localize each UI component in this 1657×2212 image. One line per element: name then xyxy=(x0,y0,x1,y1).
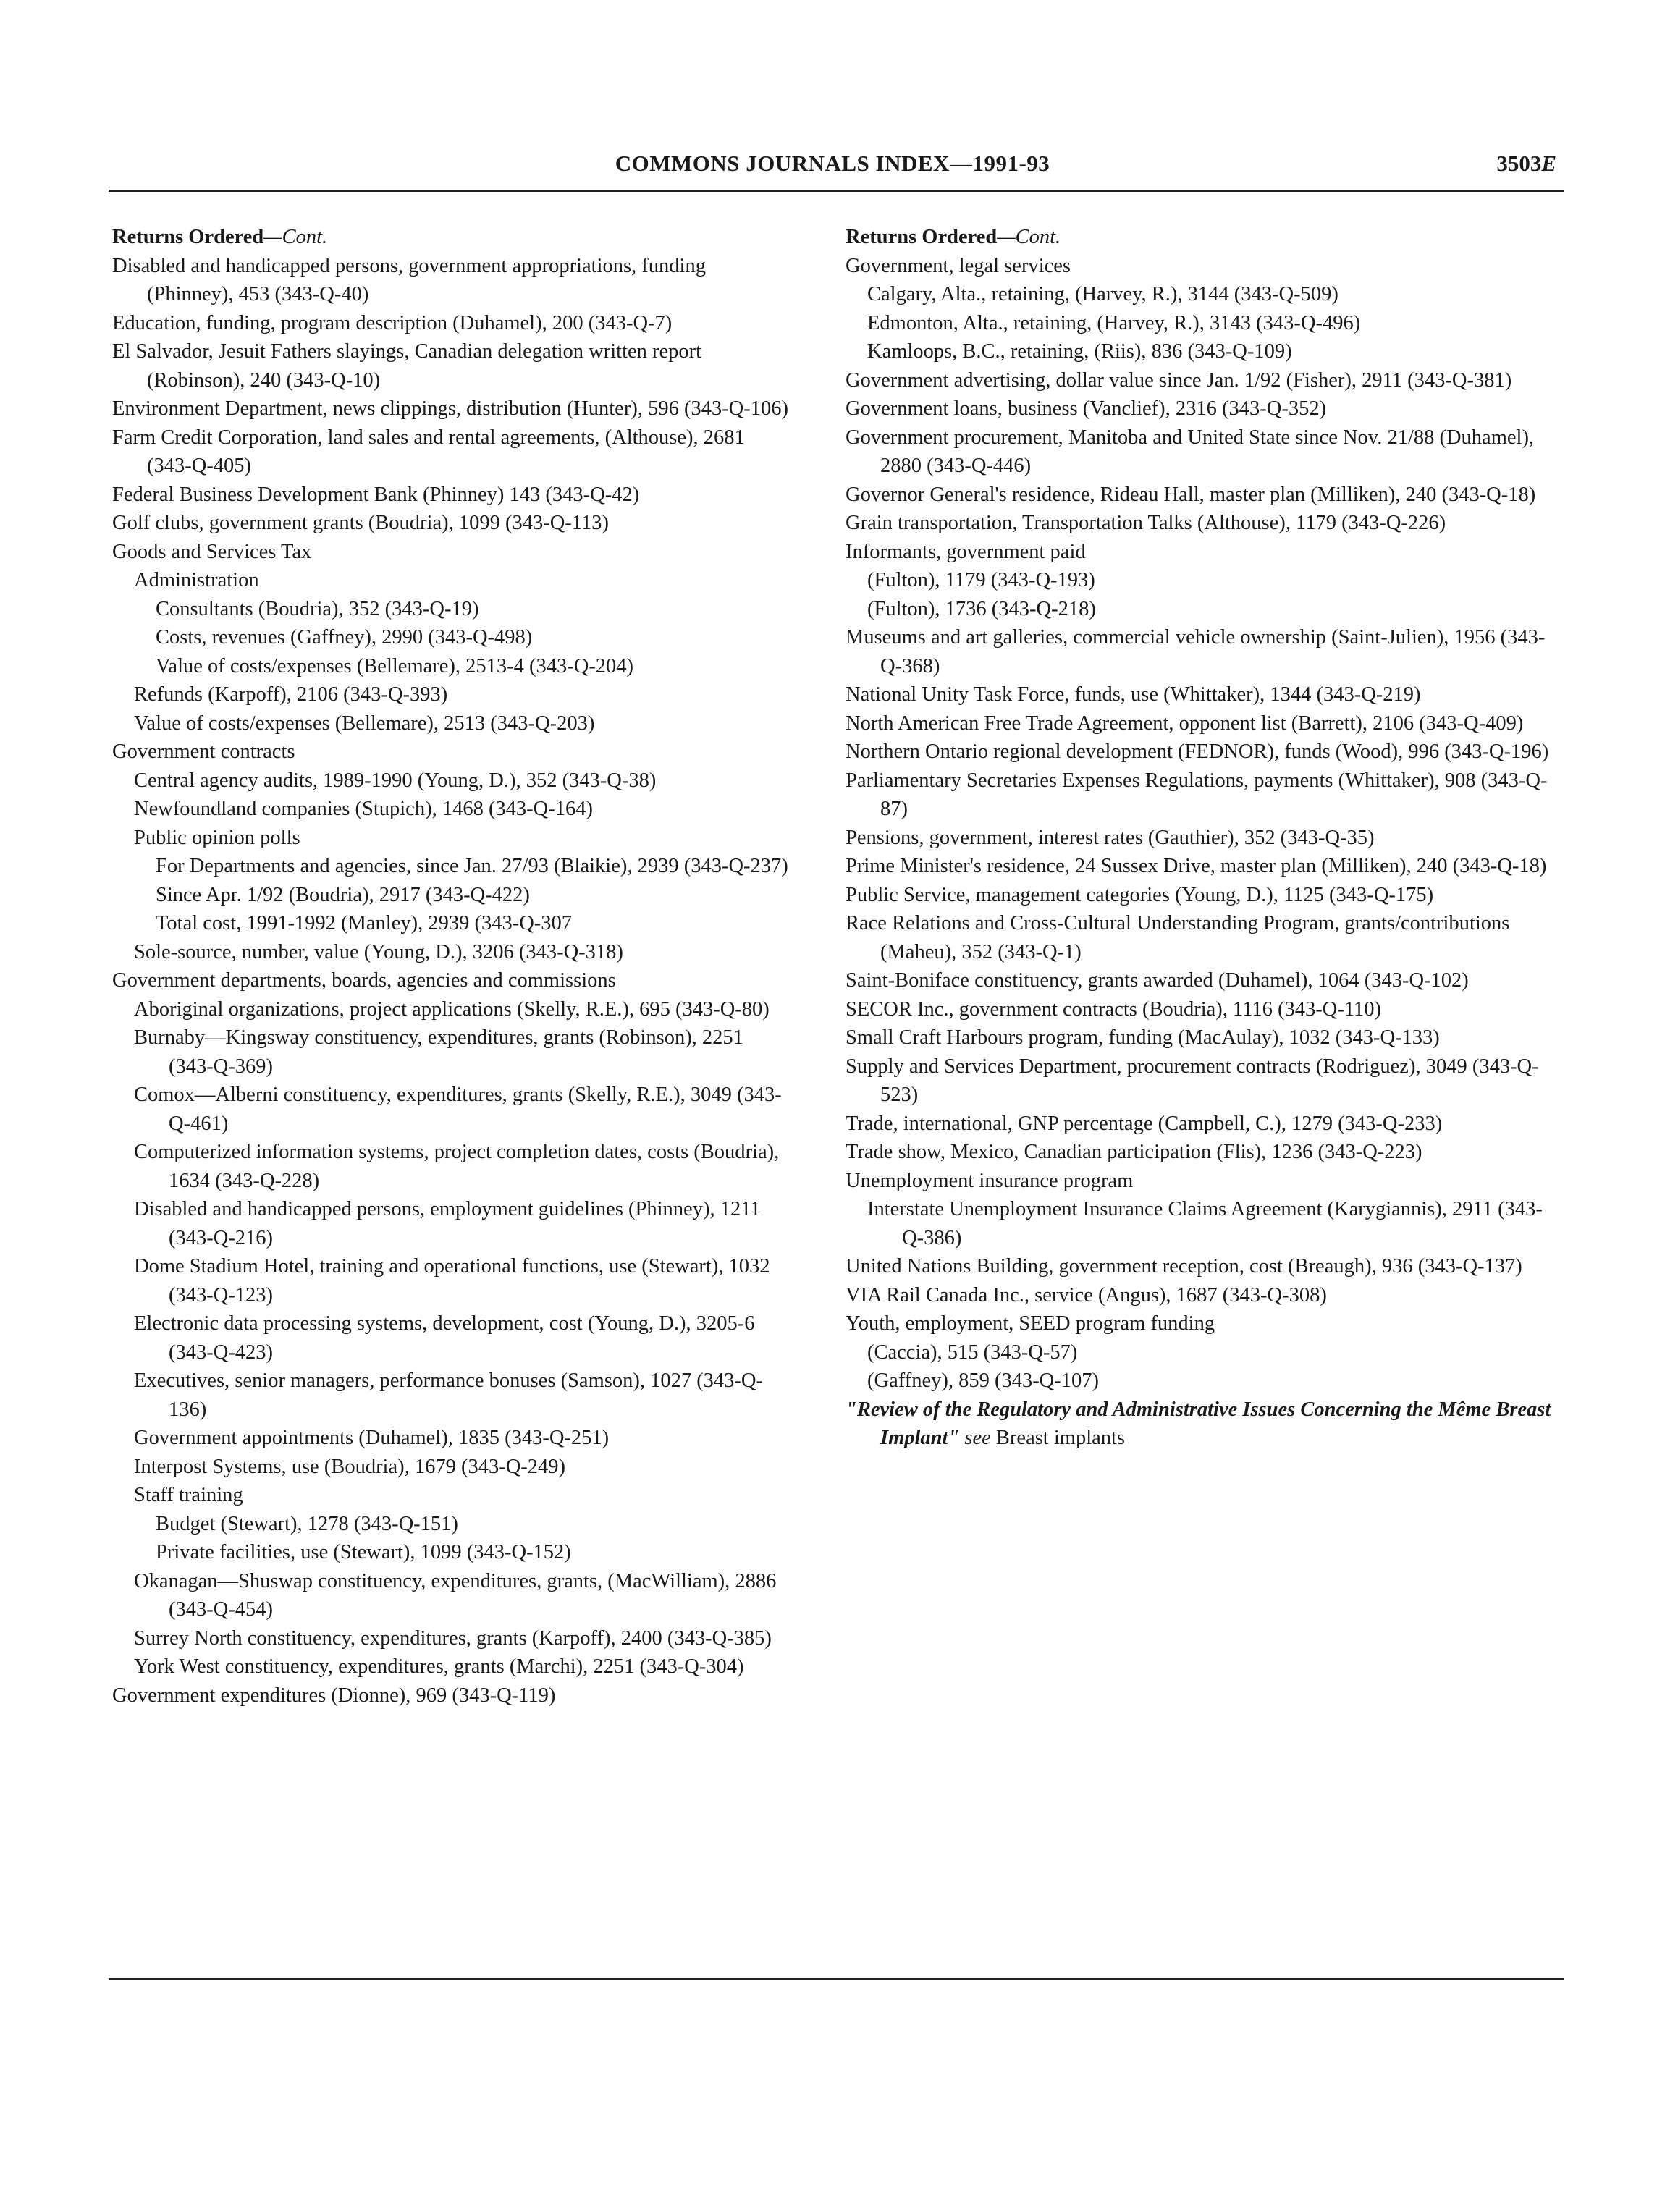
index-entry: Government procurement, Manitoba and United State since Nov. 21/88 (Duhamel), 2880 (343-Q-446) xyxy=(846,426,1535,477)
index-entry: Parliamentary Secretaries Expenses Regulations, payments (Whittaker), 908 (343-Q-87) xyxy=(846,769,1548,820)
index-entry: Surrey North constituency, expenditures, grants (Karpoff), 2400 (343-Q-385) xyxy=(134,1626,772,1650)
index-entry: Environment Department, news clippings, distribution (Hunter), 596 (343-Q-106) xyxy=(112,397,788,420)
index-entry: Race Relations and Cross-Cultural Understanding Program, grants/contributions (Maheu), 352 (343-Q-1) xyxy=(846,912,1510,963)
index-entry: Education, funding, program description (Duhamel), 200 (343-Q-7) xyxy=(112,311,673,334)
index-entry: Small Craft Harbours program, funding (MacAulay), 1032 (343-Q-133) xyxy=(846,1026,1440,1049)
index-entry: Northern Ontario regional development (FEDNOR), funds (Wood), 996 (343-Q-196) xyxy=(846,740,1549,763)
index-entry: (Fulton), 1179 (343-Q-193) xyxy=(867,569,1095,591)
index-entry: Value of costs/expenses (Bellemare), 2513 (343-Q-203) xyxy=(134,712,595,735)
index-entry: Trade, international, GNP percentage (Campbell, C.), 1279 (343-Q-233) xyxy=(846,1112,1443,1135)
index-entry: Executives, senior managers, performance bonuses (Samson), 1027 (343-Q-136) xyxy=(134,1369,763,1421)
index-entry: VIA Rail Canada Inc., service (Angus), 1687 (343-Q-308) xyxy=(846,1283,1327,1306)
index-entry: (Gaffney), 859 (343-Q-107) xyxy=(867,1369,1099,1392)
index-entry: Aboriginal organizations, project applications (Skelly, R.E.), 695 (343-Q-80) xyxy=(134,997,770,1021)
index-entry: Government appointments (Duhamel), 1835 (343-Q-251) xyxy=(134,1427,610,1449)
index-entry: Total cost, 1991-1992 (Manley), 2939 (343-Q-307 xyxy=(156,912,573,934)
running-header xyxy=(109,145,1556,188)
index-entry: Electronic data processing systems, development, cost (Young, D.), 3205-6 (343-Q-423) xyxy=(134,1312,755,1364)
index-entry-cross-reference: "Review of the Regulatory and Administrative Issues Concerning the Même Breast Implant" see Breast implants xyxy=(846,1398,1551,1449)
index-entry: Supply and Services Department, procurement contracts (Rodriguez), 3049 (343-Q-523) xyxy=(846,1055,1539,1106)
index-entry: Government, legal services xyxy=(846,254,1071,277)
index-entry: Disabled and handicapped persons, employment guidelines (Phinney), 1211 (343-Q-216) xyxy=(134,1198,761,1249)
index-entry: Museums and art galleries, commercial vehicle ownership (Saint-Julien), 1956 (343-Q-368) xyxy=(846,626,1546,677)
index-entry: Interstate Unemployment Insurance Claims Agreement (Karygiannis), 2911 (343-Q-386) xyxy=(867,1198,1543,1249)
index-entry: Saint-Boniface constituency, grants awarded (Duhamel), 1064 (343-Q-102) xyxy=(846,969,1469,992)
index-entry: Okanagan—Shuswap constituency, expenditures, grants, (MacWilliam), 2886 (343-Q-454) xyxy=(134,1569,777,1621)
left-column xyxy=(112,223,793,1710)
index-entry: Central agency audits, 1989-1990 (Young, D.), 352 (343-Q-38) xyxy=(134,769,657,792)
index-entry: Informants, government paid xyxy=(846,540,1086,563)
index-entry: Youth, employment, SEED program funding xyxy=(846,1312,1215,1335)
index-entry: For Departments and agencies, since Jan. 27/93 (Blaikie), 2939 (343-Q-237) xyxy=(156,855,788,877)
index-entry: Staff training xyxy=(134,1484,243,1506)
index-entry: Dome Stadium Hotel, training and operational functions, use (Stewart), 1032 (343-Q-123) xyxy=(134,1255,770,1306)
header-rule xyxy=(109,190,1564,192)
index-entry: Disabled and handicapped persons, government appropriations, funding (Phinney), 453 (343-Q-40) xyxy=(112,254,706,305)
index-entry: United Nations Building, government reception, cost (Breaugh), 936 (343-Q-137) xyxy=(846,1255,1522,1278)
index-entry: Public Service, management categories (Young, D.), 1125 (343-Q-175) xyxy=(846,883,1434,906)
index-entry: Government contracts xyxy=(112,740,295,763)
index-entry: Consultants (Boudria), 352 (343-Q-19) xyxy=(156,597,479,620)
index-entry: Computerized information systems, project completion dates, costs (Boudria), 1634 (343-Q-228) xyxy=(134,1141,780,1192)
index-entry: Comox—Alberni constituency, expenditures, grants (Skelly, R.E.), 3049 (343-Q-461) xyxy=(134,1084,782,1135)
index-entry: North American Free Trade Agreement, opponent list (Barrett), 2106 (343-Q-409) xyxy=(846,712,1524,735)
index-entry: SECOR Inc., government contracts (Boudria), 1116 (343-Q-110) xyxy=(846,997,1382,1021)
index-entry: Government expenditures (Dionne), 969 (343-Q-119) xyxy=(112,1684,556,1707)
index-entry: Interpost Systems, use (Boudria), 1679 (343-Q-249) xyxy=(134,1455,566,1478)
index-entry: Edmonton, Alta., retaining, (Harvey, R.), 3143 (343-Q-496) xyxy=(867,311,1361,334)
index-entry: Calgary, Alta., retaining, (Harvey, R.), 3144 (343-Q-509) xyxy=(867,283,1338,305)
index-entry: Private facilities, use (Stewart), 1099 (343-Q-152) xyxy=(156,1541,571,1563)
index-entry: National Unity Task Force, funds, use (Whittaker), 1344 (343-Q-219) xyxy=(846,683,1421,706)
index-entry: Pensions, government, interest rates (Gauthier), 352 (343-Q-35) xyxy=(846,826,1375,849)
index-entry: Golf clubs, government grants (Boudria), 1099 (343-Q-113) xyxy=(112,512,609,534)
index-entry: Sole-source, number, value (Young, D.), 3206 (343-Q-318) xyxy=(134,940,623,963)
index-entry: El Salvador, Jesuit Fathers slayings, Canadian delegation written report (Robinson), 240 (343-Q-10) xyxy=(112,340,702,392)
page-number: 3503E xyxy=(1496,151,1556,176)
index-entry: Costs, revenues (Gaffney), 2990 (343-Q-498) xyxy=(156,626,533,649)
index-entry: Trade show, Mexico, Canadian participation (Flis), 1236 (343-Q-223) xyxy=(846,1141,1422,1163)
index-entry: Since Apr. 1/92 (Boudria), 2917 (343-Q-422) xyxy=(156,883,530,906)
index-entry: Government loans, business (Vanclief), 2316 (343-Q-352) xyxy=(846,397,1327,420)
index-entry: Burnaby—Kingsway constituency, expenditures, grants (Robinson), 2251 (343-Q-369) xyxy=(134,1026,743,1078)
index-entry: Value of costs/expenses (Bellemare), 2513-4 (343-Q-204) xyxy=(156,654,634,677)
index-entry: Government advertising, dollar value since Jan. 1/92 (Fisher), 2911 (343-Q-381) xyxy=(846,368,1512,392)
footer-rule xyxy=(109,1978,1564,1980)
index-entry: Administration xyxy=(134,569,259,591)
index-entry: Government departments, boards, agencies and commissions xyxy=(112,969,616,992)
index-entry: Unemployment insurance program xyxy=(846,1169,1134,1192)
index-entry: York West constituency, expenditures, grants (Marchi), 2251 (343-Q-304) xyxy=(134,1655,744,1678)
section-heading: Returns Ordered—Cont. xyxy=(846,226,1061,248)
right-column xyxy=(846,223,1555,1453)
index-entry: Farm Credit Corporation, land sales and rental agreements, (Althouse), 2681 (343-Q-405) xyxy=(112,426,745,477)
index-entry: Kamloops, B.C., retaining, (Riis), 836 (343-Q-109) xyxy=(867,340,1292,363)
index-entry: Newfoundland companies (Stupich), 1468 (343-Q-164) xyxy=(134,798,593,820)
index-entry: Grain transportation, Transportation Talks (Althouse), 1179 (343-Q-226) xyxy=(846,512,1446,534)
index-entry: Refunds (Karpoff), 2106 (343-Q-393) xyxy=(134,683,448,706)
index-entry: Budget (Stewart), 1278 (343-Q-151) xyxy=(156,1512,458,1535)
journal-title: COMMONS JOURNALS INDEX—1991-93 xyxy=(615,151,1050,176)
section-heading: Returns Ordered—Cont. xyxy=(112,226,328,248)
index-entry: (Caccia), 515 (343-Q-57) xyxy=(867,1341,1078,1364)
index-entry: Goods and Services Tax xyxy=(112,540,312,563)
index-entry: Governor General's residence, Rideau Hall, master plan (Milliken), 240 (343-Q-18) xyxy=(846,483,1536,506)
index-entry: Federal Business Development Bank (Phinney) 143 (343-Q-42) xyxy=(112,483,640,506)
index-entry: (Fulton), 1736 (343-Q-218) xyxy=(867,597,1096,620)
index-entry: Public opinion polls xyxy=(134,826,300,849)
index-entry: Prime Minister's residence, 24 Sussex Drive, master plan (Milliken), 240 (343-Q-18) xyxy=(846,855,1547,877)
